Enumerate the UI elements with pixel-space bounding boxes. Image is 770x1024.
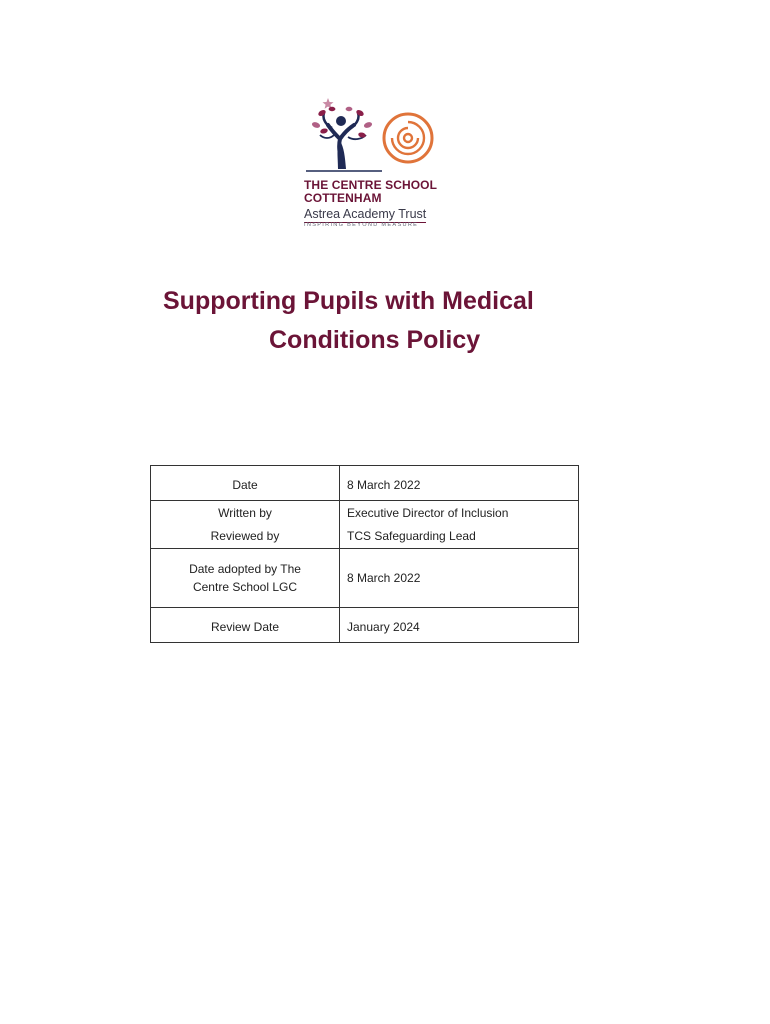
row-value-review-date: January 2024	[340, 608, 579, 643]
row-value-date: 8 March 2022	[340, 466, 579, 501]
row-label-date: Date	[151, 466, 340, 501]
school-name-line1: THE CENTRE SCHOOL	[304, 178, 438, 192]
date-adopted-label-line1: Date adopted by The	[189, 562, 301, 576]
title-line2: Conditions Policy	[269, 326, 481, 354]
table-row	[151, 608, 579, 643]
document-title	[120, 282, 640, 360]
school-logo	[302, 95, 442, 235]
title-line1: Supporting Pupils with Medical	[163, 287, 534, 315]
written-by-label: Written by	[218, 505, 272, 520]
written-by-value: Executive Director of Inclusion	[347, 505, 509, 520]
policy-info-table	[150, 465, 579, 643]
reviewed-by-value: TCS Safeguarding Lead	[347, 528, 476, 543]
row-label-review-date: Review Date	[151, 608, 340, 643]
row-label-date-adopted	[151, 549, 340, 608]
trust-name: Astrea Academy Trust	[304, 207, 427, 221]
reviewed-by-label: Reviewed by	[210, 528, 280, 543]
trust-tagline: INSPIRING BEYOND MEASURE	[304, 222, 419, 228]
row-label-authors	[151, 501, 340, 549]
table-row	[151, 501, 579, 549]
row-value-authors	[340, 501, 579, 549]
date-adopted-label-line2: Centre School LGC	[192, 580, 298, 594]
table-row	[151, 549, 579, 608]
table-row	[151, 466, 579, 501]
school-name-line2: COTTENHAM	[304, 191, 382, 205]
row-value-date-adopted: 8 March 2022	[340, 549, 579, 608]
tree-and-maze-logo-icon	[302, 95, 442, 177]
